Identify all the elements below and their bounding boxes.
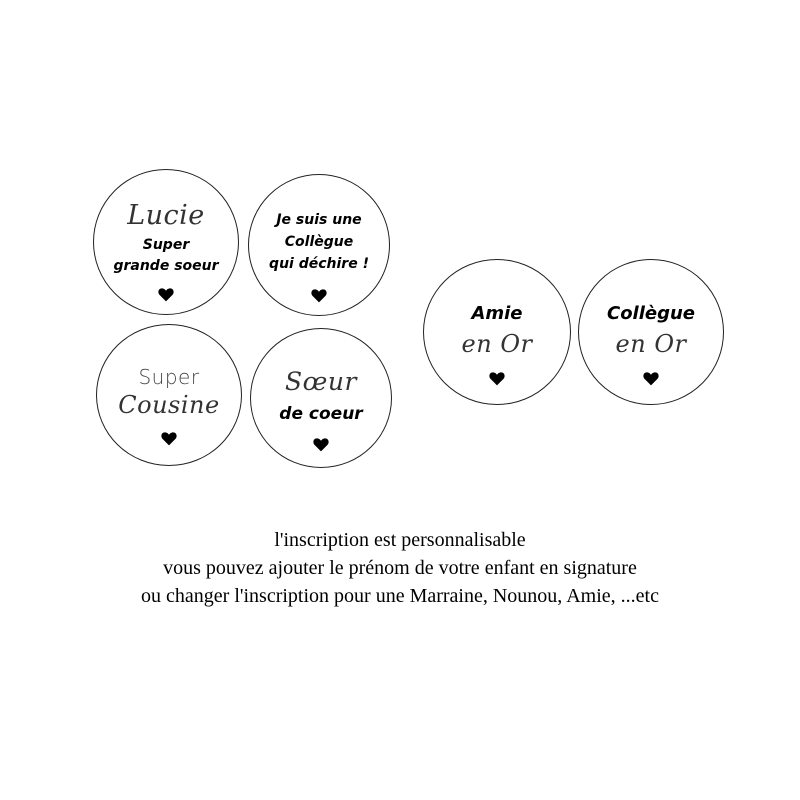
- badge-line: Cousine: [118, 391, 220, 419]
- badge-collegue-or: [578, 259, 724, 405]
- badge-line: Collègue: [284, 234, 354, 250]
- badge-line: Je suis une: [276, 212, 362, 228]
- badge-soeur: [250, 328, 392, 468]
- caption-line-3: ou changer l'inscription pour une Marraine, Nounou, Amie, ...etc: [141, 585, 659, 607]
- caption-line-1: l'inscription est personnalisable: [274, 529, 526, 551]
- badge-line: en Or: [461, 330, 533, 358]
- heart-icon: [311, 288, 328, 303]
- heart-icon: [161, 431, 178, 446]
- badge-name: Lucie: [127, 200, 205, 231]
- badge-cousine: [96, 324, 242, 466]
- badge-line: Amie: [471, 303, 523, 324]
- badge-collegue-dechire: [248, 174, 390, 316]
- caption-line-2: vous pouvez ajouter le prénom de votre enfant en signature: [163, 557, 637, 579]
- heart-icon: [643, 371, 660, 386]
- badge-line: Sœur: [285, 367, 357, 396]
- heart-icon: [313, 437, 330, 452]
- heart-icon: [158, 287, 175, 302]
- badge-line: Super: [138, 365, 200, 389]
- badge-line: de coeur: [279, 404, 363, 424]
- heart-icon: [489, 371, 506, 386]
- badge-amie: [423, 259, 571, 405]
- badge-line: Collègue: [606, 303, 696, 324]
- badge-line: grande soeur: [113, 258, 219, 274]
- badge-line: Super: [142, 237, 190, 253]
- badge-line: en Or: [615, 330, 687, 358]
- badge-lucie: [93, 169, 239, 315]
- badge-line: qui déchire !: [269, 256, 369, 272]
